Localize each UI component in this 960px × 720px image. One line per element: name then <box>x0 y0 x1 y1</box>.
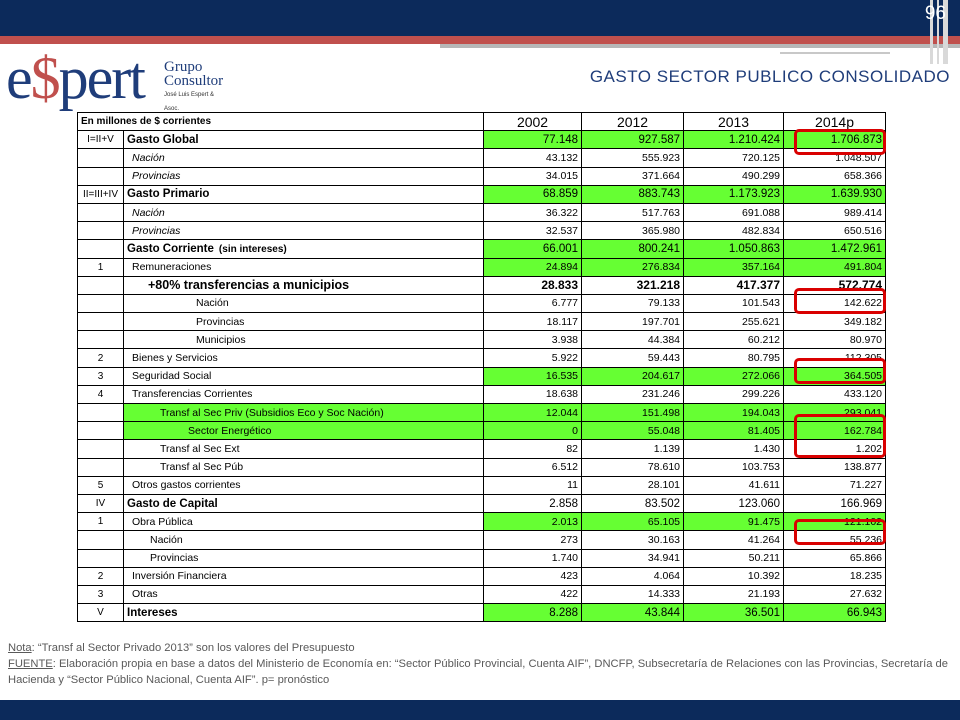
value-cell: 1.048.507 <box>784 149 886 167</box>
row-code: 2 <box>78 349 124 367</box>
value-cell: 151.498 <box>582 404 684 422</box>
value-cell: 83.502 <box>582 494 684 512</box>
value-cell: 60.212 <box>684 331 784 349</box>
value-cell: 66.001 <box>484 240 582 258</box>
value-cell: 204.617 <box>582 367 684 385</box>
value-cell: 91.475 <box>684 513 784 531</box>
value-cell: 14.333 <box>582 585 684 603</box>
highlight-box <box>794 358 886 384</box>
row-label: Otras <box>124 585 484 603</box>
row-label: Remuneraciones <box>124 258 484 276</box>
top-bar <box>0 0 960 36</box>
value-cell: 55.236 <box>784 531 886 549</box>
value-cell: 68.859 <box>484 185 582 203</box>
value-cell: 491.804 <box>784 258 886 276</box>
logo-wordmark: e$pert <box>6 45 144 111</box>
value-cell: 78.610 <box>582 458 684 476</box>
highlight-box <box>794 129 886 155</box>
value-cell: 24.894 <box>484 258 582 276</box>
value-cell: 16.535 <box>484 367 582 385</box>
value-cell: 112.305 <box>784 349 886 367</box>
nota-text: : “Transf al Sector Privado 2013” son los valores del Presupuesto <box>31 642 355 654</box>
value-cell: 299.226 <box>684 385 784 403</box>
table-row <box>78 349 886 367</box>
value-cell: 1.202 <box>784 440 886 458</box>
value-cell: 10.392 <box>684 567 784 585</box>
value-cell: 59.443 <box>582 349 684 367</box>
value-cell: 989.414 <box>784 203 886 221</box>
value-cell: 18.235 <box>784 567 886 585</box>
value-cell: 66.943 <box>784 604 886 622</box>
page-title: GASTO SECTOR PUBLICO CONSOLIDADO <box>589 67 950 86</box>
row-label: Inversión Financiera <box>124 567 484 585</box>
value-cell: 1.173.923 <box>684 185 784 203</box>
row-code <box>78 458 124 476</box>
row-label: Transf al Sec Ext <box>124 440 484 458</box>
row-label: Municipios <box>124 331 484 349</box>
row-code <box>78 313 124 331</box>
table-row <box>78 203 886 221</box>
value-cell: 1.706.873 <box>784 131 886 149</box>
row-label: Transferencias Corrientes <box>124 385 484 403</box>
value-cell: 71.227 <box>784 476 886 494</box>
table-row <box>78 531 886 549</box>
table-row <box>78 276 886 294</box>
value-cell: 44.384 <box>582 331 684 349</box>
value-cell: 197.701 <box>582 313 684 331</box>
row-code: 1 <box>78 258 124 276</box>
page-number: 96 <box>924 3 946 24</box>
value-cell: 650.516 <box>784 222 886 240</box>
value-cell: 65.105 <box>582 513 684 531</box>
row-label: Provincias <box>124 167 484 185</box>
value-cell: 162.784 <box>784 422 886 440</box>
value-cell: 555.923 <box>582 149 684 167</box>
value-cell: 433.120 <box>784 385 886 403</box>
row-label: Obra Pública <box>124 513 484 531</box>
row-code: 1 <box>78 513 124 531</box>
table-row <box>78 167 886 185</box>
table-row <box>78 313 886 331</box>
row-code: 3 <box>78 367 124 385</box>
row-label: Nación <box>124 294 484 312</box>
table-row <box>78 549 886 567</box>
row-code: V <box>78 604 124 622</box>
spending-table <box>77 112 886 622</box>
value-cell: 482.834 <box>684 222 784 240</box>
highlight-box <box>794 288 886 314</box>
value-cell: 231.246 <box>582 385 684 403</box>
unit-label: En millones de $ corrientes <box>78 113 484 131</box>
year-header: 2014p <box>784 113 886 131</box>
value-cell: 273 <box>484 531 582 549</box>
value-cell: 21.193 <box>684 585 784 603</box>
value-cell: 81.405 <box>684 422 784 440</box>
value-cell: 720.125 <box>684 149 784 167</box>
row-code: I=II+V <box>78 131 124 149</box>
row-label: Nación <box>124 531 484 549</box>
row-label: Gasto Primario <box>124 185 484 203</box>
table-row <box>78 222 886 240</box>
value-cell: 123.060 <box>684 494 784 512</box>
value-cell: 349.182 <box>784 313 886 331</box>
row-code <box>78 531 124 549</box>
table-row <box>78 240 886 258</box>
table-row <box>78 422 886 440</box>
row-label: Provincias <box>124 549 484 567</box>
row-label: Otros gastos corrientes <box>124 476 484 494</box>
year-header: 2012 <box>582 113 684 131</box>
value-cell: 18.117 <box>484 313 582 331</box>
value-cell: 272.066 <box>684 367 784 385</box>
row-label: Seguridad Social <box>124 367 484 385</box>
value-cell: 691.088 <box>684 203 784 221</box>
value-cell: 1.139 <box>582 440 684 458</box>
row-label: Gasto Corriente (sin intereses) <box>124 240 484 258</box>
table-row <box>78 404 886 422</box>
row-label: Bienes y Servicios <box>124 349 484 367</box>
value-cell: 293.041 <box>784 404 886 422</box>
highlight-box <box>794 414 886 458</box>
value-cell: 3.938 <box>484 331 582 349</box>
value-cell: 82 <box>484 440 582 458</box>
value-cell: 121.102 <box>784 513 886 531</box>
row-code <box>78 149 124 167</box>
value-cell: 30.163 <box>582 531 684 549</box>
value-cell: 34.941 <box>582 549 684 567</box>
value-cell: 77.148 <box>484 131 582 149</box>
row-label: Nación <box>124 203 484 221</box>
value-cell: 5.922 <box>484 349 582 367</box>
table-row <box>78 385 886 403</box>
row-code: 4 <box>78 385 124 403</box>
value-cell: 41.264 <box>684 531 784 549</box>
footnote <box>8 640 958 688</box>
espert-logo <box>4 44 229 116</box>
top-red-stripe <box>0 36 960 44</box>
row-label: Transf al Sec Priv (Subsidios Eco y Soc Nación) <box>124 404 484 422</box>
value-cell: 103.753 <box>684 458 784 476</box>
table-row <box>78 331 886 349</box>
value-cell: 658.366 <box>784 167 886 185</box>
value-cell: 1.210.424 <box>684 131 784 149</box>
table-row <box>78 149 886 167</box>
value-cell: 101.543 <box>684 294 784 312</box>
value-cell: 27.632 <box>784 585 886 603</box>
value-cell: 1.430 <box>684 440 784 458</box>
value-cell: 34.015 <box>484 167 582 185</box>
table-row <box>78 185 886 203</box>
value-cell: 194.043 <box>684 404 784 422</box>
row-label: Gasto de Capital <box>124 494 484 512</box>
row-code <box>78 549 124 567</box>
value-cell: 0 <box>484 422 582 440</box>
value-cell: 43.844 <box>582 604 684 622</box>
value-cell: 166.969 <box>784 494 886 512</box>
value-cell: 142.622 <box>784 294 886 312</box>
row-code <box>78 331 124 349</box>
value-cell: 365.980 <box>582 222 684 240</box>
value-cell: 371.664 <box>582 167 684 185</box>
row-label: Gasto Global <box>124 131 484 149</box>
value-cell: 36.322 <box>484 203 582 221</box>
row-code: 3 <box>78 585 124 603</box>
value-cell: 357.164 <box>684 258 784 276</box>
value-cell: 321.218 <box>582 276 684 294</box>
value-cell: 800.241 <box>582 240 684 258</box>
value-cell: 79.133 <box>582 294 684 312</box>
value-cell: 572.774 <box>784 276 886 294</box>
value-cell: 8.288 <box>484 604 582 622</box>
fuente-label: FUENTE <box>8 658 53 670</box>
table-row <box>78 458 886 476</box>
value-cell: 927.587 <box>582 131 684 149</box>
table-row <box>78 585 886 603</box>
value-cell: 80.970 <box>784 331 886 349</box>
value-cell: 43.132 <box>484 149 582 167</box>
table-row <box>78 476 886 494</box>
value-cell: 36.501 <box>684 604 784 622</box>
table-row <box>78 604 886 622</box>
table-row <box>78 131 886 149</box>
value-cell: 11 <box>484 476 582 494</box>
value-cell: 417.377 <box>684 276 784 294</box>
value-cell: 138.877 <box>784 458 886 476</box>
row-label: +80% transferencias a municipios <box>124 276 484 294</box>
row-code: II=III+IV <box>78 185 124 203</box>
row-code <box>78 222 124 240</box>
bottom-bar <box>0 700 960 720</box>
value-cell: 80.795 <box>684 349 784 367</box>
value-cell: 490.299 <box>684 167 784 185</box>
row-code: 5 <box>78 476 124 494</box>
value-cell: 517.763 <box>582 203 684 221</box>
value-cell: 364.505 <box>784 367 886 385</box>
table-row <box>78 440 886 458</box>
value-cell: 50.211 <box>684 549 784 567</box>
top-gray-stripe <box>440 44 960 48</box>
nota-label: Nota <box>8 642 32 654</box>
row-label: Intereses <box>124 604 484 622</box>
decor-hline <box>780 52 890 54</box>
value-cell: 4.064 <box>582 567 684 585</box>
year-header: 2013 <box>684 113 784 131</box>
value-cell: 1.740 <box>484 549 582 567</box>
value-cell: 422 <box>484 585 582 603</box>
row-label: Provincias <box>124 313 484 331</box>
fuente-text: : Elaboración propia en base a datos del Ministerio de Economía en: “Sector Público Provincial, Cuenta AIF”, DNCFP, Subsecretaría de Relaciones con las Provincias, Secretaría de Hacienda y “Sector Público Nacional, Cuenta AIF”. p= pronóstico <box>8 658 949 686</box>
value-cell: 1.050.863 <box>684 240 784 258</box>
row-code <box>78 276 124 294</box>
table-row <box>78 513 886 531</box>
value-cell: 65.866 <box>784 549 886 567</box>
row-label: Transf al Sec Púb <box>124 458 484 476</box>
value-cell: 28.833 <box>484 276 582 294</box>
value-cell: 2.013 <box>484 513 582 531</box>
row-code: 2 <box>78 567 124 585</box>
row-code: IV <box>78 494 124 512</box>
logo-group-text: Grupo Consultor José Luis Espert & Asoc. <box>164 59 224 112</box>
row-code <box>78 203 124 221</box>
value-cell: 28.101 <box>582 476 684 494</box>
value-cell: 6.777 <box>484 294 582 312</box>
row-code <box>78 294 124 312</box>
row-label: Provincias <box>124 222 484 240</box>
row-code <box>78 404 124 422</box>
row-label: Sector Energético <box>124 422 484 440</box>
value-cell: 41.611 <box>684 476 784 494</box>
row-label: Nación <box>124 149 484 167</box>
value-cell: 55.048 <box>582 422 684 440</box>
value-cell: 1.472.961 <box>784 240 886 258</box>
table-row <box>78 294 886 312</box>
value-cell: 32.537 <box>484 222 582 240</box>
value-cell: 12.044 <box>484 404 582 422</box>
row-code <box>78 422 124 440</box>
row-code <box>78 240 124 258</box>
table-row <box>78 494 886 512</box>
value-cell: 18.638 <box>484 385 582 403</box>
value-cell: 423 <box>484 567 582 585</box>
row-code <box>78 167 124 185</box>
value-cell: 6.512 <box>484 458 582 476</box>
value-cell: 1.639.930 <box>784 185 886 203</box>
highlight-box <box>794 519 886 545</box>
table-header-row <box>78 113 886 131</box>
year-header: 2002 <box>484 113 582 131</box>
table-row <box>78 258 886 276</box>
value-cell: 255.621 <box>684 313 784 331</box>
value-cell: 276.834 <box>582 258 684 276</box>
row-code <box>78 440 124 458</box>
table-row <box>78 367 886 385</box>
value-cell: 2.858 <box>484 494 582 512</box>
value-cell: 883.743 <box>582 185 684 203</box>
table-row <box>78 567 886 585</box>
